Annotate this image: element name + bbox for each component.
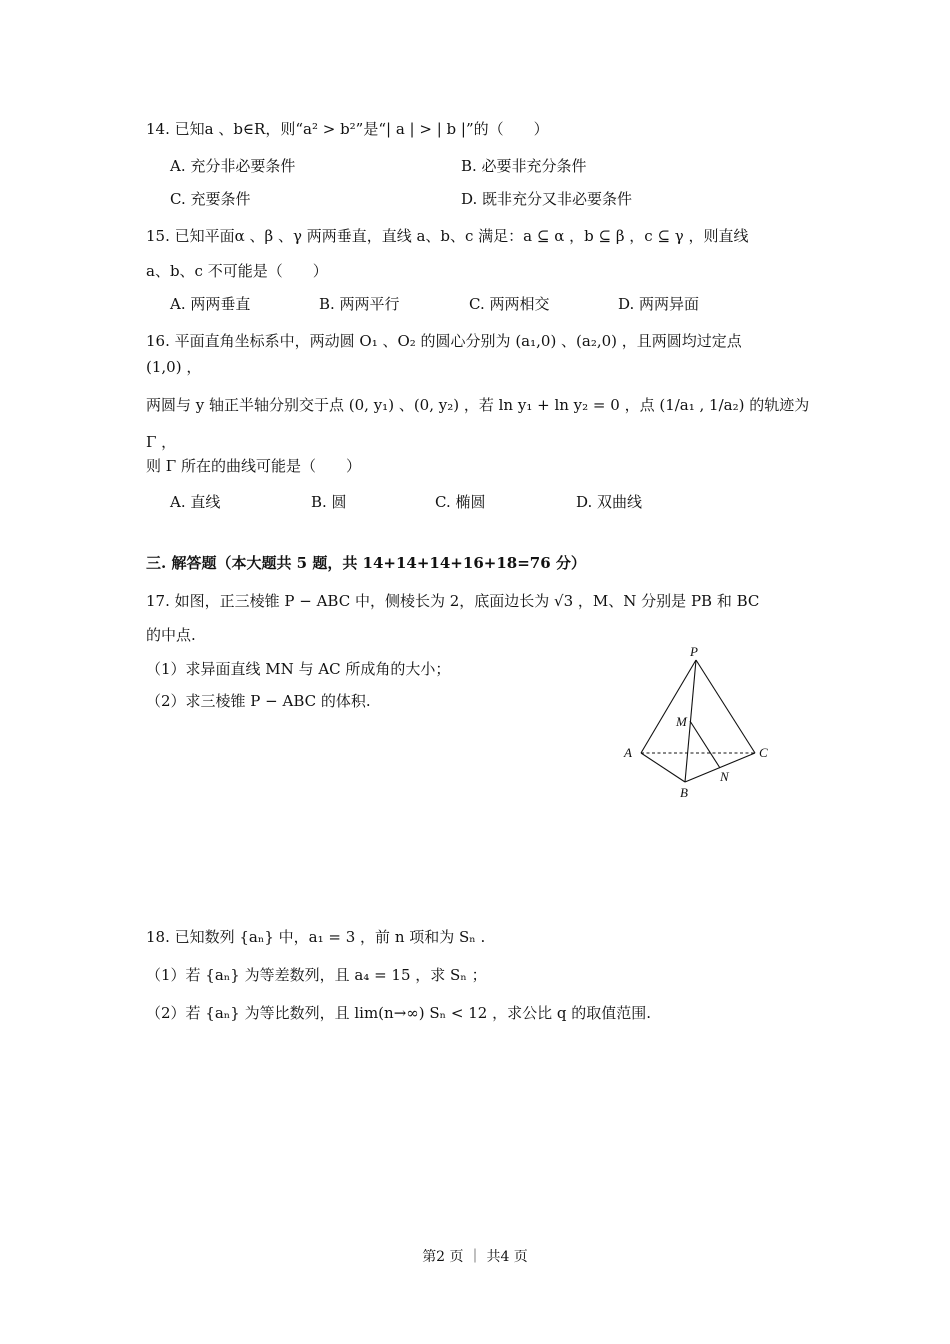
q15-stem-line1: 15. 已知平面α 、β 、γ 两两垂直，直线 a、b、c 满足：a ⊆ α ，b ⊆ β ，c ⊆ γ ，则直线 — [146, 227, 749, 245]
q18-part-2: （2）若 {aₙ} 为等比数列，且 lim(n→∞) Sₙ < 12 ，求公比 q 的取值范围. — [146, 1004, 652, 1022]
label-m: M — [676, 714, 687, 729]
q17-stem-line1: 17. 如图，正三棱锥 P − ABC 中，侧棱长为 2，底面边长为 √3 ，M、N 分别是 PB 和 BC — [146, 592, 760, 610]
label-n: N — [720, 769, 729, 784]
q15-option-a: A. 两两垂直 — [170, 295, 251, 313]
edge-pa — [641, 660, 696, 753]
q16-stem-line2: (1,0) ， — [146, 358, 202, 376]
label-b: B — [680, 785, 688, 800]
q14-stem: 14. 已知a 、b∈R，则“a² > b²”是“| a | > | b |”的（ ） — [146, 120, 549, 138]
label-p: P — [690, 644, 698, 659]
q15-stem-line2: a、b、c 不可能是（ ） — [146, 262, 328, 280]
q16-option-c: C. 椭圆 — [435, 493, 486, 511]
section-3-heading: 三. 解答题（本大题共 5 题，共 14+14+14+16+18=76 分） — [146, 554, 586, 572]
q17-part-1: （1）求异面直线 MN 与 AC 所成角的大小； — [146, 660, 451, 678]
segment-mn — [690, 721, 720, 768]
edge-pc — [696, 660, 755, 753]
q16-option-b: B. 圆 — [311, 493, 347, 511]
q16-option-a: A. 直线 — [170, 493, 221, 511]
q14-option-a: A. 充分非必要条件 — [170, 157, 296, 175]
edge-ab — [641, 753, 685, 782]
q16-stem-line4: Γ ， — [146, 433, 177, 451]
q16-stem-line1: 16. 平面直角坐标系中，两动圆 O₁ 、O₂ 的圆心分别为 (a₁,0) 、(a₂,0) ，且两圆均过定点 — [146, 332, 742, 350]
q16-stem-line5: 则 Γ 所在的曲线可能是（ ） — [146, 457, 361, 475]
q14-option-b: B. 必要非充分条件 — [461, 157, 587, 175]
q16-option-d: D. 双曲线 — [576, 493, 643, 511]
q14-option-d: D. 既非充分又非必要条件 — [461, 190, 633, 208]
page-footer: 第2 页 ｜ 共4 页 — [422, 1249, 528, 1265]
q15-option-b: B. 两两平行 — [319, 295, 400, 313]
pyramid-figure — [610, 640, 780, 810]
q15-option-d: D. 两两异面 — [618, 295, 700, 313]
label-c: C — [759, 745, 768, 760]
q15-option-c: C. 两两相交 — [469, 295, 550, 313]
q18-stem: 18. 已知数列 {aₙ} 中，a₁ = 3 ，前 n 项和为 Sₙ . — [146, 928, 486, 946]
q17-stem-line2: 的中点. — [146, 626, 196, 644]
q16-stem-line3: 两圆与 y 轴正半轴分别交于点 (0, y₁) 、(0, y₂) ，若 ln y₁ + ln y₂ = 0 ，点 (1/a₁ , 1/a₂) 的轨迹为 — [146, 396, 810, 414]
q18-part-1: （1）若 {aₙ} 为等差数列，且 a₄ = 15 ，求 Sₙ ； — [146, 966, 487, 984]
q14-option-c: C. 充要条件 — [170, 190, 251, 208]
label-a: A — [624, 745, 632, 760]
q17-part-2: （2）求三棱锥 P − ABC 的体积. — [146, 692, 371, 710]
